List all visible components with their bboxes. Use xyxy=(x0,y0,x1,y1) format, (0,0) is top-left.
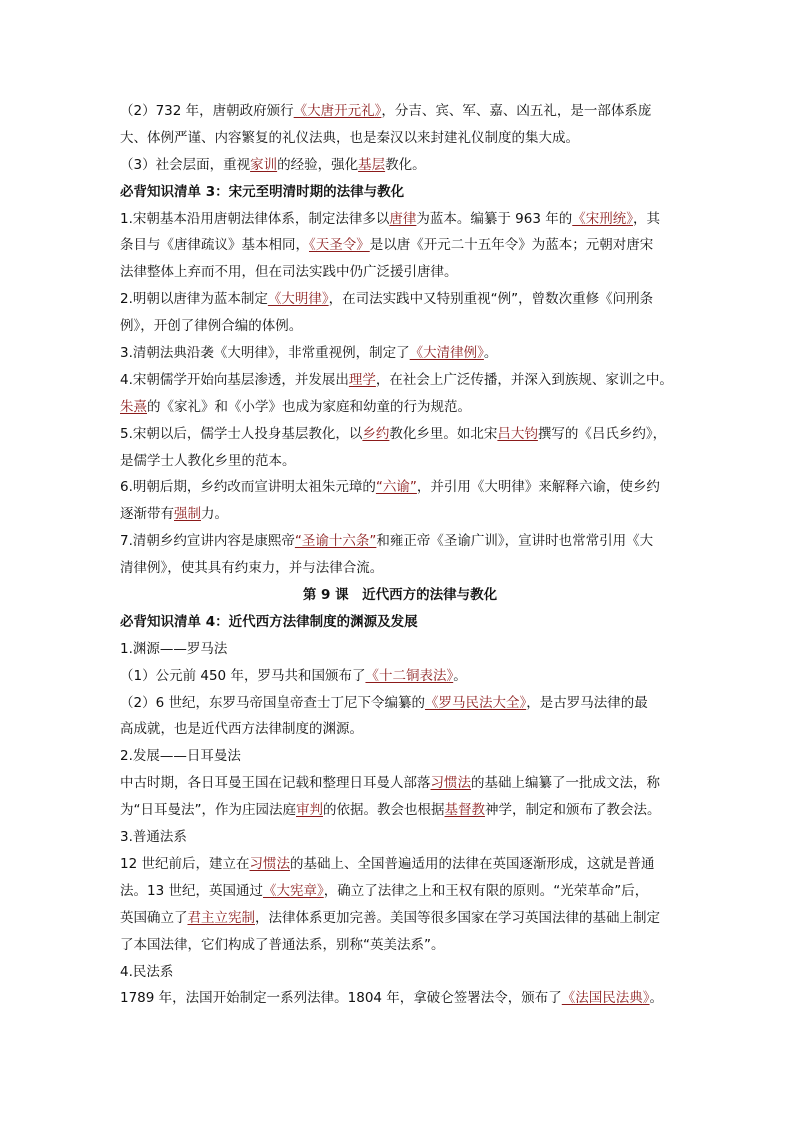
text-segment: ，确立了法律之上和王权有限的原则。“光荣革命”后， xyxy=(323,882,649,899)
text-segment: 是儒学士人教化乡里的范本。 xyxy=(120,452,296,469)
text-segment: 为蓝本。编纂于 963 年的 xyxy=(416,210,573,227)
text-segment: 是以唐《开元二十五年令》为蓝本；元朝对唐宋 xyxy=(369,237,654,254)
text-segment: 。 xyxy=(649,990,664,1007)
text-segment: 例》，开创了律例合编的体例。 xyxy=(120,318,303,335)
text-segment: 的基础上编纂了一批成文法，称 xyxy=(471,775,660,792)
paragraph-line xyxy=(120,313,680,340)
paragraph-line xyxy=(120,663,680,690)
key-term: 《大宪章》 xyxy=(262,882,324,899)
key-term: 《大清律例》 xyxy=(409,345,484,362)
paragraph-line xyxy=(120,743,680,770)
key-term: 《罗马民法大全》 xyxy=(424,694,527,711)
key-term: 习惯法 xyxy=(430,775,471,792)
key-term: “圣谕十六条” xyxy=(294,533,377,550)
text-segment: 1789 年，法国开始制定一系列法律。1804 年，拿破仑签署法令，颁布了 xyxy=(120,990,562,1007)
paragraph-line xyxy=(120,421,680,448)
paragraph-line xyxy=(120,98,680,125)
text-segment: ，在司法实践中又特别重视“例”，曾数次重修《问刑条 xyxy=(328,291,654,308)
paragraph-line xyxy=(120,394,680,421)
paragraph-line xyxy=(120,206,680,233)
text-segment: 12 世纪前后，建立在 xyxy=(120,855,250,872)
key-term: 《大唐开元礼》 xyxy=(293,103,382,119)
key-term: 家训 xyxy=(250,156,278,173)
key-term: 《法国民法典》 xyxy=(561,990,650,1007)
key-term: 理学 xyxy=(348,371,376,388)
paragraph-line xyxy=(120,501,680,528)
paragraph-line xyxy=(120,824,680,851)
text-segment: 必背知识清单 3：宋元至明清时期的法律与教化 xyxy=(120,183,405,200)
key-term: 基督教 xyxy=(444,802,485,819)
text-segment: （3）社会层面，重视 xyxy=(120,156,251,173)
text-segment: 法。13 世纪，英国通过 xyxy=(120,882,263,899)
text-segment: ，其 xyxy=(633,210,660,227)
text-segment: 。 xyxy=(453,667,467,684)
paragraph-line xyxy=(120,959,680,986)
paragraph-line xyxy=(120,474,680,501)
text-segment: 3.清朝法典沿袭《大明律》，非常重视例，制定了 xyxy=(120,345,410,362)
paragraph-line xyxy=(120,448,680,475)
text-segment: 条目与《唐律疏议》基本相同， xyxy=(120,237,309,254)
text-segment: 。 xyxy=(483,345,498,362)
text-segment: 高成就，也是近代西方法律制度的渊源。 xyxy=(120,721,363,738)
text-segment: （1）公元前 450 年，罗马共和国颁布了 xyxy=(120,667,366,684)
paragraph-line xyxy=(120,555,680,582)
paragraph-line xyxy=(120,636,680,663)
text-segment: （2）6 世纪，东罗马帝国皇帝查士丁尼下令编纂的 xyxy=(120,694,425,711)
text-segment: 教化乡里。如北宋 xyxy=(389,425,498,442)
text-segment: （2）732 年，唐朝政府颁行 xyxy=(120,103,294,119)
text-segment: 2.明朝以唐律为蓝本制定 xyxy=(120,291,268,308)
key-term: 审判 xyxy=(296,802,323,819)
document-page xyxy=(120,98,680,1012)
key-term: 基层 xyxy=(358,156,386,173)
text-segment: 清律例》，使其具有约束力，并与法律合流。 xyxy=(120,560,384,577)
key-term: 强制 xyxy=(174,506,201,523)
text-segment: 和雍正帝《圣谕广训》，宣讲时也常常引用《大 xyxy=(376,533,654,550)
lesson-title xyxy=(120,582,680,609)
text-segment: ，分吉、宾、军、嘉、凶五礼，是一部体系庞 xyxy=(381,103,652,119)
text-segment: 神学，制定和颁布了教会法。 xyxy=(485,802,661,819)
paragraph-line xyxy=(120,797,680,824)
paragraph-line xyxy=(120,367,680,394)
section-heading xyxy=(120,609,680,636)
text-segment: 为“日耳曼法”，作为庄园法庭 xyxy=(120,802,296,819)
text-segment: 4.宋朝儒学开始向基层渗透，并发展出 xyxy=(120,371,349,388)
paragraph-line xyxy=(120,259,680,286)
text-segment: 教化。 xyxy=(385,156,426,173)
text-segment: 5.宋朝以后，儒学士人投身基层教化，以 xyxy=(120,425,363,442)
text-segment: 7.清朝乡约宣讲内容是康熙帝 xyxy=(120,533,295,550)
text-segment: 4.民法系 xyxy=(120,963,174,980)
paragraph-line xyxy=(120,905,680,932)
text-segment: 的经验，强化 xyxy=(277,156,359,173)
section-heading xyxy=(120,179,680,206)
paragraph-line xyxy=(120,851,680,878)
text-segment: 必背知识清单 4：近代西方法律制度的渊源及发展 xyxy=(120,613,418,630)
text-segment: 力。 xyxy=(201,506,228,523)
key-term: 吕大钧 xyxy=(497,425,538,442)
paragraph-line xyxy=(120,340,680,367)
key-term: 《天圣令》 xyxy=(309,237,370,254)
text-segment: ，是古罗马法律的最 xyxy=(526,694,648,711)
text-segment: 英国确立了 xyxy=(120,909,188,926)
paragraph-line xyxy=(120,125,680,152)
paragraph-line xyxy=(120,152,680,179)
key-term: 《宋刑统》 xyxy=(572,210,633,227)
paragraph-line xyxy=(120,932,680,959)
text-segment: 大、体例严谨、内容繁复的礼仪法典，也是秦汉以来封建礼仪制度的集大成。 xyxy=(120,129,579,146)
paragraph-line xyxy=(120,878,680,905)
key-term: 《大明律》 xyxy=(267,291,329,308)
text-segment: 的依据。教会也根据 xyxy=(323,802,445,819)
paragraph-line xyxy=(120,770,680,797)
key-term: 朱熹 xyxy=(120,398,147,415)
key-term: 乡约 xyxy=(362,425,390,442)
text-segment: 3.普通法系 xyxy=(120,829,187,846)
paragraph-line xyxy=(120,286,680,313)
text-segment: 法律整体上弃而不用，但在司法实践中仍广泛援引唐律。 xyxy=(120,264,458,281)
text-segment: ，在社会上广泛传播，并深入到族规、家训之中。 xyxy=(375,371,673,388)
paragraph-line xyxy=(120,232,680,259)
key-term: 《十二铜表法》 xyxy=(365,667,454,684)
paragraph-line xyxy=(120,528,680,555)
text-segment: 撰写的《吕氏乡约》， xyxy=(537,425,667,442)
paragraph-line xyxy=(120,690,680,717)
text-segment: ，法律体系更加完善。美国等很多国家在学习英国法律的基础上制定 xyxy=(255,909,660,926)
key-term: “六谕” xyxy=(375,479,417,496)
paragraph-line xyxy=(120,716,680,743)
key-term: 君主立宪制 xyxy=(187,909,255,926)
key-term: 习惯法 xyxy=(249,855,290,872)
text-segment: 1.宋朝基本沿用唐朝法律体系，制定法律多以 xyxy=(120,210,390,227)
text-segment: 逐渐带有 xyxy=(120,506,174,523)
text-segment: 6.明朝后期，乡约改而宣讲明太祖朱元璋的 xyxy=(120,479,376,496)
text-segment: 2.发展——日耳曼法 xyxy=(120,748,241,765)
text-segment: 的《家礼》和《小学》也成为家庭和幼童的行为规范。 xyxy=(147,398,471,415)
text-segment: 第 9 课 近代西方的法律与教化 xyxy=(302,587,498,604)
text-segment: 的基础上、全国普遍适用的法律在英国逐渐形成，这就是普通 xyxy=(289,855,655,872)
text-segment: ，并引用《大明律》来解释六谕，使乡约 xyxy=(416,479,660,496)
text-segment: 了本国法律，它们构成了普通法系，别称“英美法系”。 xyxy=(120,936,445,953)
paragraph-line xyxy=(120,985,680,1012)
text-segment: 中古时期，各日耳曼王国在记载和整理日耳曼人部落 xyxy=(120,775,431,792)
key-term: 唐律 xyxy=(389,210,417,227)
text-segment: 1.渊源——罗马法 xyxy=(120,640,228,657)
